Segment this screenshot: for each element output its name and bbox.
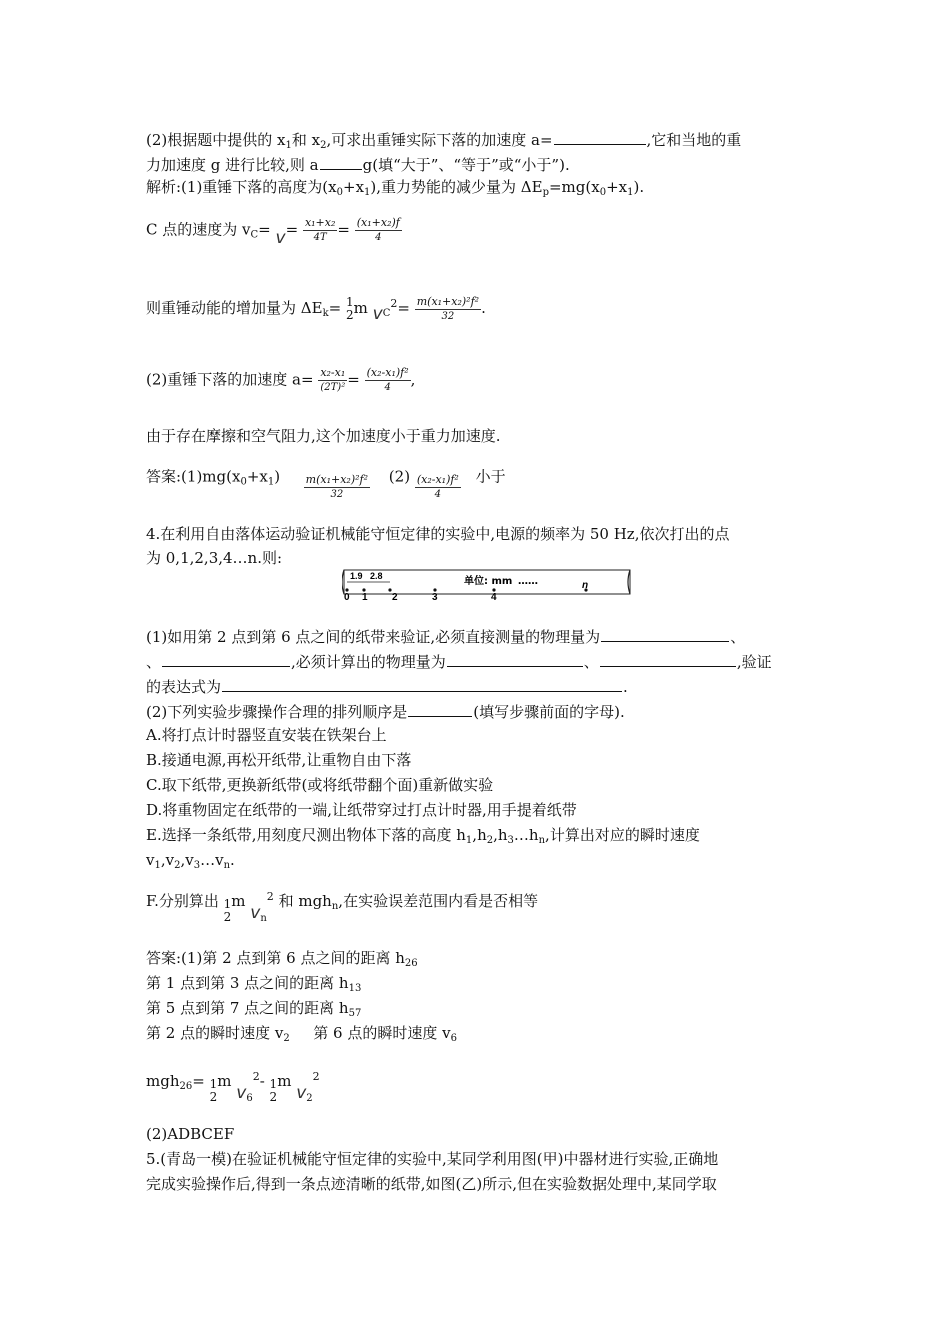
question-line: (2)根据题中提供的 $x_1$和 $x_2$,可求出重锤实际下落的加速度 a= ,它和当地的重	[146, 127, 741, 157]
step-c: C.取下纸带,更换新纸带(或将纸带翻个面)重新做实验	[146, 776, 494, 794]
answer-blank[interactable]	[601, 624, 729, 642]
answer-line: 答案$:(1)mg(x_0+x_1)$ $\frac{\text{m(x₁+x₂)²f²}}{32}$ (2) $\frac{\text{(x₂-x₁)f²}}{4}$ 小于	[146, 467, 506, 500]
step-f: F.分别算出 1 2 m $v_n^2$ 和 mgh$_n$,在实验误差范围内看是否相等	[146, 890, 539, 924]
q4-part2-line: (2)下列实验步骤操作合理的排列顺序是 (填写步骤前面的字母).	[146, 699, 625, 723]
q4-part1-line: (1)如用第 2 点到第 6 点之间的纸带来验证,必须直接测量的物理量为 、	[146, 624, 745, 648]
answer-blank[interactable]	[447, 649, 583, 667]
answer-blank[interactable]	[554, 127, 646, 145]
tape-label-19: 1.9	[350, 571, 363, 581]
fraction: $\frac{\text{m(x₁+x₂)²f²}}{32}$	[305, 473, 369, 500]
step-d: D.将重物固定在纸带的一端,让纸带穿过打点计时器,用手提着纸带	[146, 801, 577, 819]
tape-num-n: n	[582, 580, 589, 591]
answer4-line: 第 2 点的瞬时速度 $v_2$ 第 6 点的瞬时速度 $v_6$	[146, 1024, 457, 1044]
step-e-cont: $v_1,v_2,v_3\dots v_n$.	[146, 851, 235, 871]
fraction: $\frac{\text{x₂-x₁}}{\text{(2T)²}}$	[320, 366, 346, 393]
tape-label-28: 2.8	[370, 571, 383, 581]
q4-part1-line: 、 ,必须计算出的物理量为 、 ,验证	[146, 649, 772, 673]
fraction: 1 2	[223, 897, 232, 924]
tape-num-0: 0	[344, 592, 350, 600]
fraction: 1 2	[345, 295, 354, 322]
tape-num-4: 4	[491, 592, 497, 600]
answer-blank[interactable]	[600, 649, 736, 667]
fraction: 1 2	[209, 1077, 218, 1104]
step-e: E.选择一条纸带,用刻度尺测出物体下落的高度 $h_1,h_2,h_3\dots h_n$,计算出对应的瞬时速度	[146, 826, 700, 846]
kinetic-energy-line: 则重锤动能的增加量为 $\Delta E_k=$ 1 2 m $v_C^2=$ $\frac{\text{m(x₁+x₂)²f²}}{32}$ .	[146, 294, 486, 324]
q4-line: 为 0,1,2,3,4…n.则:	[146, 549, 283, 567]
question-line: 力加速度 g 进行比较,则 a g(填“大于”、“等于”或“小于”).	[146, 152, 570, 176]
acceleration-line: (2)重锤下落的加速度 a= $\frac{\text{x₂-x₁}}{\text{(2T)²}}$ = $\frac{\text{(x₂-x₁)f²}}{4}$ ,	[146, 366, 416, 393]
tape-unit-label: 单位: mm	[464, 576, 513, 587]
tape-ellipsis: ……	[518, 576, 538, 587]
tape-num-1: 1	[362, 592, 368, 600]
tape-num-2: 2	[392, 592, 398, 600]
fraction: 1 2	[269, 1077, 278, 1104]
answer-blank[interactable]	[162, 649, 290, 667]
q4-part1-line: 的表达式为 .	[146, 674, 628, 698]
q4-line: 4.在利用自由落体运动验证机械能守恒定律的实验中,电源的频率为 50 Hz,依次打出的点	[146, 525, 730, 543]
tape-num-3: 3	[432, 592, 438, 600]
answer4-order: (2)ADBCEF	[146, 1125, 235, 1143]
step-a: A.将打点计时器竖直安装在铁架台上	[146, 726, 387, 744]
step-b: B.接通电源,再松开纸带,让重物自由下落	[146, 751, 412, 769]
answer-blank[interactable]	[408, 699, 472, 717]
friction-note: 由于存在摩擦和空气阻力,这个加速度小于重力加速度.	[146, 427, 501, 445]
fraction: $\frac{\text{(x₂-x₁)f²}}{4}$	[416, 473, 459, 500]
answer-blank[interactable]	[222, 674, 622, 692]
fraction: $\frac{\text{(x₂-x₁)f²}}{4}$	[366, 366, 409, 393]
fraction: $\frac{\text{(x₁+x₂)f}}{4}$	[356, 216, 400, 243]
fraction: $\frac{\text{m(x₁+x₂)²f²}}{32}$	[416, 294, 480, 322]
answer4-line: 答案:(1)第 2 点到第 6 点之间的距离 $h_{26}$	[146, 949, 418, 969]
paper-tape-figure	[342, 568, 632, 600]
answer4-line: 第 1 点到第 3 点之间的距离 $h_{13}$	[146, 974, 362, 994]
q5-line: 完成实验操作后,得到一条点迹清晰的纸带,如图(乙)所示,但在实验数据处理中,某同学取	[146, 1175, 717, 1193]
fraction: $\frac{\text{x₁+x₂}}{4T}$	[304, 216, 336, 243]
solution-line: 解析:(1)重锤下落的高度为$(x_0+x_1)$,重力势能的减少量为 $\Delta E_p=mg(x_0+x_1)$.	[146, 178, 645, 198]
mgh-expression: mgh$_{26}$= 1 2 m $v_6^2-$ 1 2 m $v_2^2$	[146, 1070, 320, 1104]
q5-line: 5.(青岛一模)在验证机械能守恒定律的实验中,某同学利用图(甲)中器材进行实验,正确地	[146, 1150, 719, 1168]
velocity-line: C 点的速度为 $v_C= v=$ $\frac{\text{x₁+x₂}}{4T}$ = $\frac{\text{(x₁+x₂)f}}{4}$	[146, 216, 400, 248]
answer-blank[interactable]	[320, 152, 362, 170]
answer4-line: 第 5 点到第 7 点之间的距离 $h_{57}$	[146, 999, 362, 1019]
